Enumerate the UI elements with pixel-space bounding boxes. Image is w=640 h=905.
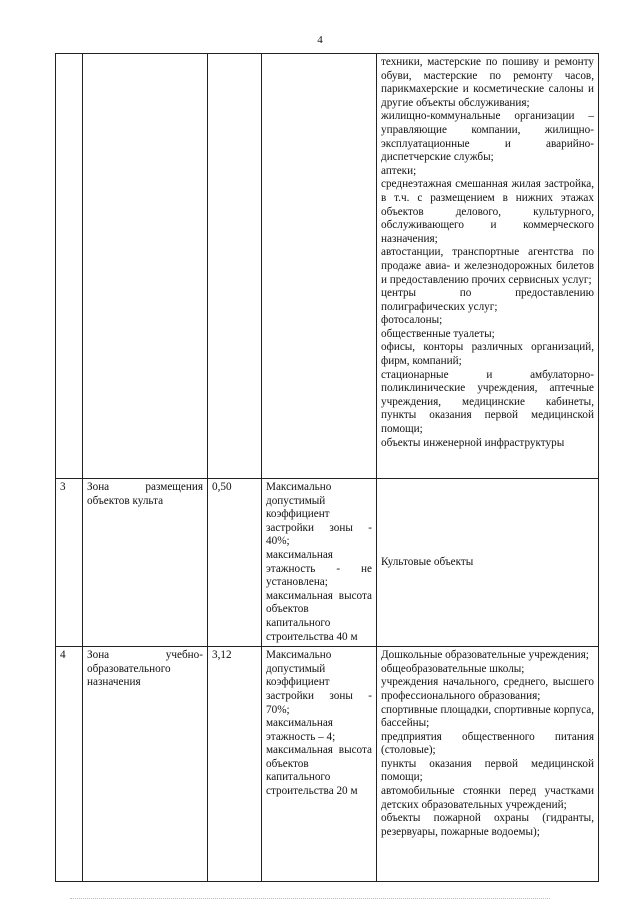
list-item: пункты оказания первой медицинской помощи; [381,757,594,784]
zone-area-cell: 0,50 [208,479,262,647]
row-number-cell: 3 [56,479,83,647]
table-row [56,479,599,647]
param-item: максимальная этажность - не установлена; [266,548,372,589]
list-item: автомобильные стоянки перед участками детских образовательных учреждений; [381,785,594,811]
param-item: максимальная высота объектов капитального строительства 40 м [266,589,372,643]
list-item: среднеэтажная смешанная жилая застройка, в т.ч. с размещением в нижних этажах объектов делового, культурного, обслуживающего и коммерческого назначения; [381,178,594,245]
list-item: офисы, конторы различных организаций, фирм, компаний; [381,341,594,368]
list-item: учреждения начального, среднего, высшего профессионального образования; [381,676,594,702]
zone-name: Зона учебно-образовательного назначения [87,649,203,689]
permitted-uses-cell [377,647,599,882]
zone-name-cell [83,54,208,479]
permitted-uses-cell [377,54,599,479]
table-row [56,54,599,479]
zone-params-cell [262,54,377,479]
zone-area-cell [208,54,262,479]
list-item: аптеки; [381,164,417,177]
permitted-uses-cell [377,479,599,647]
list-item: техники, мастерские по пошиву и ремонту обуви, мастерские по ремонту часов, парикмахерские и косметические салоны и другие объекты обслуживания; [381,56,594,109]
list-item: центры по предоставлению полиграфических услуг; [381,287,594,313]
zone-params-cell [262,647,377,882]
list-item: автостанции, транспортные агентства по продаже авиа- и железнодорожных билетов и предоставлению прочих сервисных услуг; [381,246,594,286]
param-item: Максимально допустимый коэффициент застройки зоны - 40%; [266,481,372,548]
zone-name-cell [83,479,208,647]
param-item: максимальная высота объектов капитального строительства 20 м [266,744,372,798]
row-number-cell: 4 [56,647,83,882]
list-item: общественные туалеты; [381,327,495,340]
param-item: Максимально допустимый коэффициент застройки зоны - 70%; [266,649,372,716]
list-item: общеобразовательные школы; [381,662,525,675]
list-item: Культовые объекты [381,555,474,568]
param-item: максимальная этажность – 4; [266,717,336,743]
zone-area-cell: 3,12 [208,647,262,882]
list-item: жилищно-коммунальные организации – управляющие компании, жилищно-эксплуатационные и аварийно-диспетчерские службы; [381,110,594,164]
list-item: объекты инженерной инфраструктуры [381,436,565,449]
list-item: спортивные площадки, спортивные корпуса, бассейны; [381,703,594,730]
zone-name: Зона размещения объектов культа [87,481,203,507]
scan-edge-line [70,898,550,900]
list-item: фотосалоны; [381,314,443,327]
list-item: предприятия общественного питания (столовые); [381,730,594,757]
zoning-table [55,53,599,882]
row-number-cell [56,54,83,479]
zone-params-cell [262,479,377,647]
zone-name-cell [83,647,208,882]
table-row [56,647,599,882]
list-item: стационарные и амбулаторно-поликлинические учреждения, аптечные учреждения, медицинские кабинеты, пункты оказания первой медицинской помощи; [381,368,594,436]
list-item: объекты пожарной охраны (гидранты, резервуары, пожарные водоемы); [381,812,594,838]
page-number: 4 [317,34,323,46]
list-item: Дошкольные образовательные учреждения; [381,649,589,662]
